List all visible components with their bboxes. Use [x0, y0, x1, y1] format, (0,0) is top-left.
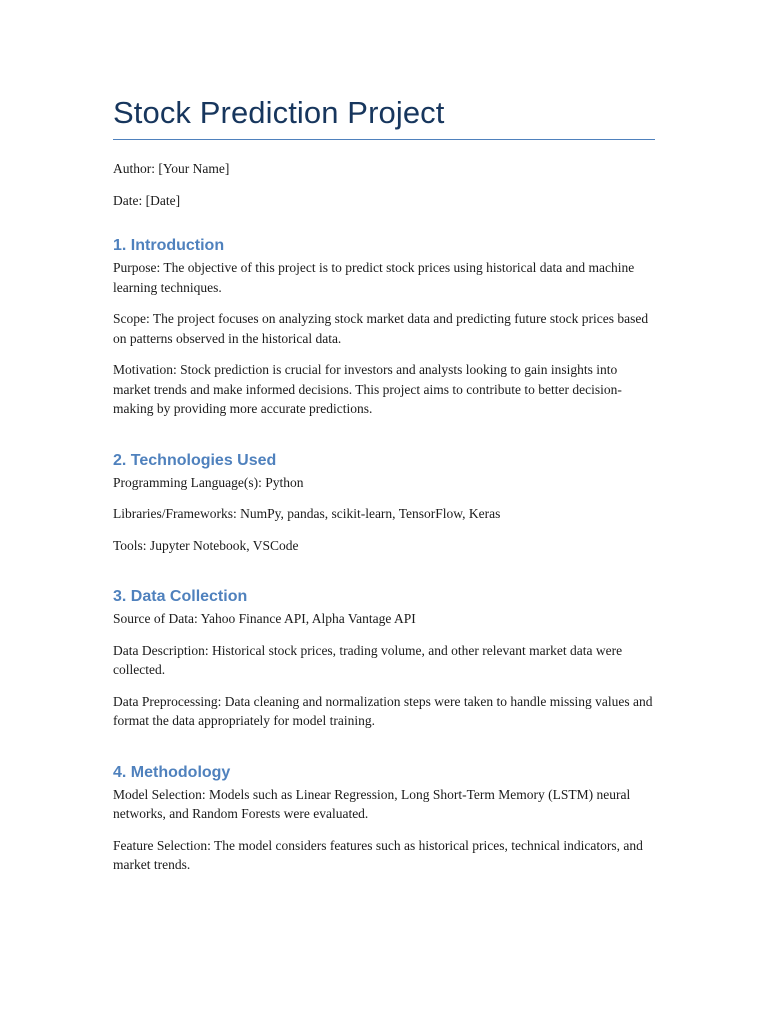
document-page — [113, 94, 655, 875]
section-heading: 1. Introduction — [113, 237, 225, 254]
paragraph-motivation: Motivation: Stock prediction is crucial for investors and analysts looking to gain insights into market trends and make informed decisions. This project aims to contribute to better decision-making by providing more accurate predictions. — [113, 362, 622, 416]
section-heading: 3. Data Collection — [113, 588, 248, 605]
section-technologies — [113, 451, 655, 556]
paragraph-feature-selection: Feature Selection: The model considers features such as historical prices, technical indicators, and market trends. — [113, 837, 643, 872]
paragraph-tools: Tools: Jupyter Notebook, VSCode — [113, 537, 299, 553]
section-data-collection — [113, 587, 655, 731]
paragraph-model-selection: Model Selection: Models such as Linear Regression, Long Short-Term Memory (LSTM) neural networks, and Random Forests were evaluated. — [113, 786, 631, 821]
section-heading: 4. Methodology — [113, 763, 231, 781]
paragraph-data-description: Data Description: Historical stock prices, trading volume, and other relevant market data were collected. — [113, 642, 623, 677]
date-line: Date: [Date] — [113, 193, 181, 208]
paragraph-scope: Scope: The project focuses on analyzing stock market data and predicting future stock prices based on patterns observed in the historical data. — [113, 311, 649, 346]
section-methodology — [113, 763, 655, 875]
paragraph-data-source: Source of Data: Yahoo Finance API, Alpha Vantage API — [113, 611, 416, 626]
author-line: Author: [Your Name] — [113, 161, 230, 176]
section-heading: 2. Technologies Used — [113, 451, 277, 469]
paragraph-libraries: Libraries/Frameworks: NumPy, pandas, scikit-learn, TensorFlow, Keras — [113, 506, 501, 521]
paragraph-data-preprocessing: Data Preprocessing: Data cleaning and normalization steps were taken to handle missing values and format the data appropriately for model training. — [113, 693, 653, 728]
paragraph-purpose: Purpose: The objective of this project is to predict stock prices using historical data and machine learning techniques. — [113, 260, 635, 295]
document-title: Stock Prediction Project — [113, 94, 655, 140]
section-introduction — [113, 236, 655, 419]
paragraph-languages: Programming Language(s): Python — [113, 474, 304, 490]
